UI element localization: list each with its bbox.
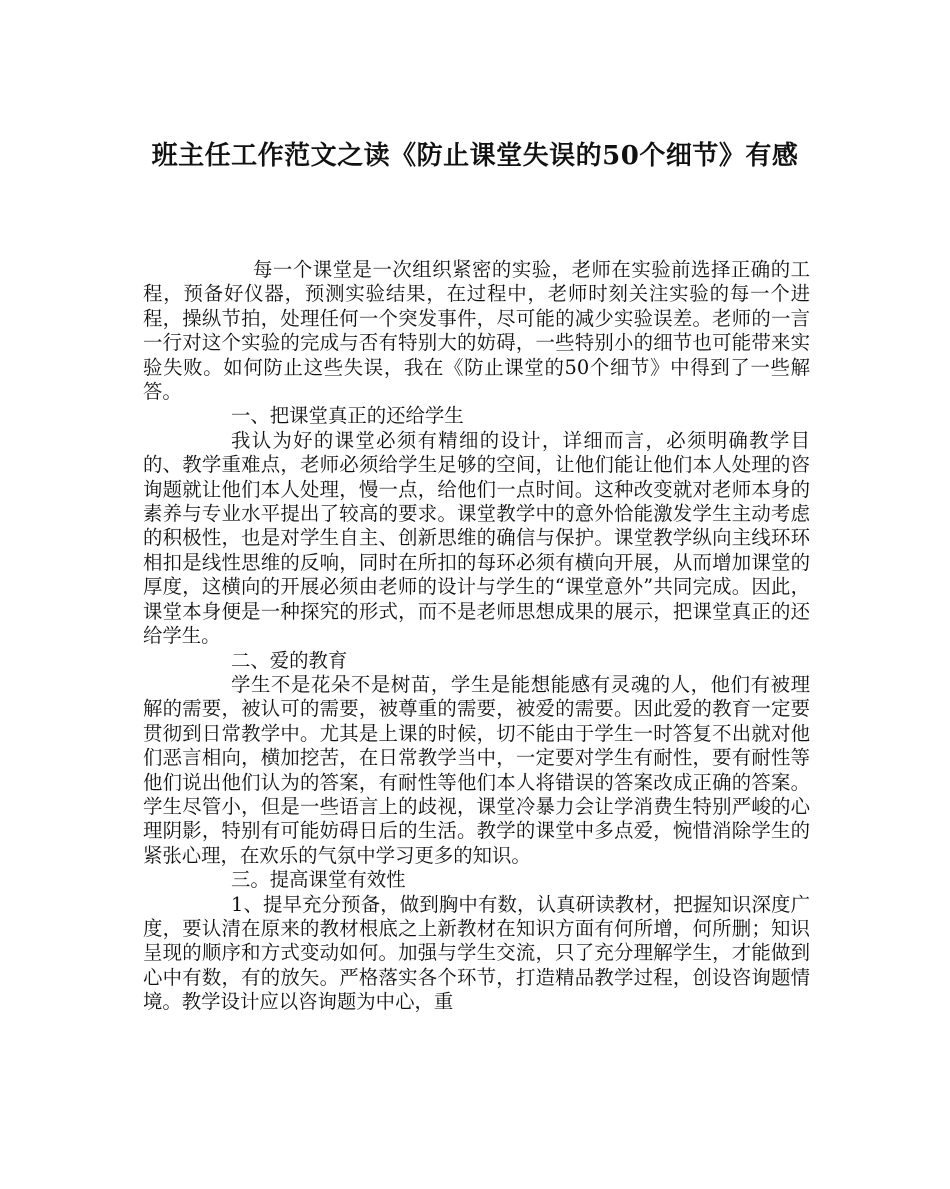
document-title: 班主任工作范文之读《防止课堂失误的50个细节》有感: [151, 141, 799, 171]
paragraph-section-2: 学生不是花朵不是树苗，学生是能想能感有灵魂的人，他们有被理解的需要，被认可的需要，被尊重的需要，被爱的需要。因此爱的教育一定要贯彻到日常教学中。尤其是上课的时候，切不能由于学生一时答复不出就对他们恶言相向，横加挖苦，在日常教学当中，一定要对学生有耐性，要有耐性等他们说出他们认为的答案，有耐性等他们本人将错误的答案改成正确的答案。学生尽管小，但是一些语言上的歧视，课堂冷暴力会让学消费生特别严峻的心理阴影，特别有可能妨碍日后的生活。教学的课堂中多点爱，惋惜消除学生的紧张心理，在欢乐的气氛中学习更多的知识。: [143, 672, 810, 867]
paragraph-section-3: 1、提早充分预备，做到胸中有数，认真研读教材，把握知识深度广度，要认清在原来的教材根底之上新教材在知识方面有何所增，何所删；知识呈现的顺序和方式变动如何。加强与学生交流，只了充分理解学生，才能做到心中有数，有的放矢。严格落实各个环节，打造精品教学过程，创设咨询题情境。教学设计应以咨询题为中心，重: [143, 892, 810, 1014]
section-heading-3: 三。提高课堂有效性: [231, 868, 406, 892]
paragraph-intro: 每一个课堂是一次组织紧密的实验，老师在实验前选择正确的工程，预备好仪器，预测实验结果，在过程中，老师时刻关注实验的每一个进程，操纵节拍，处理任何一个突发事件，尽可能的减少实验误差。老师的一言一行对这个实验的完成与否有特别大的妨碍，一些特别小的细节也可能带来实验失败。如何防止这些失误，我在《防止课堂的50个细节》中得到了一些解答。: [143, 258, 810, 404]
paragraph-section-1: 我认为好的课堂必须有精细的设计，详细而言，必须明确教学目的、教学重难点，老师必须给学生足够的空间，让他们能让他们本人处理的咨询题就让他们本人处理，慢一点，给他们一点时间。这种改变就对老师本身的素养与专业水平提出了较高的要求。课堂教学中的意外恰能激发学生主动考虑的积极性，也是对学生自主、创新思维的确信与保护。课堂教学纵向主线环环相扣是线性思维的反响，同时在所扣的每环必须有横向开展，从而增加课堂的厚度，这横向的开展必须由老师的设计与学生的“课堂意外”共同完成。因此，课堂本身便是一种探究的形式，而不是老师思想成果的展示，把课堂真正的还给学生。: [143, 428, 810, 648]
document-body: [143, 258, 810, 1015]
section-heading-1: 一、把课堂真正的还给学生: [231, 404, 464, 428]
section-heading-2: 二、爱的教育: [231, 648, 348, 672]
